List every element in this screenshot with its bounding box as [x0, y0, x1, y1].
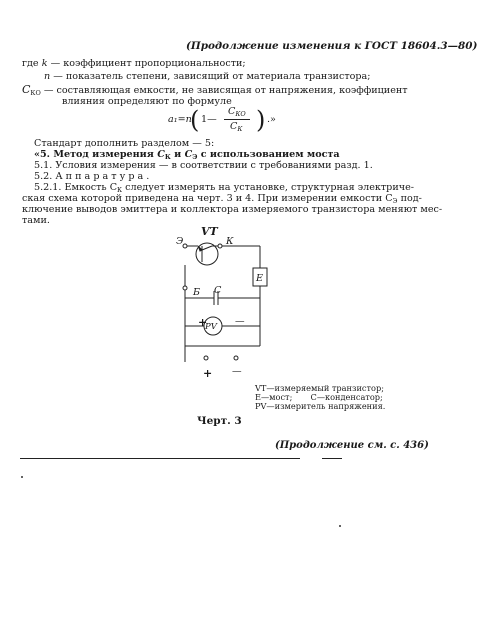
symbol-cko-sub: КО: [30, 89, 41, 97]
std-supplement-line: Стандарт дополнить разделом — 5:: [34, 138, 215, 149]
collector-terminal: [218, 244, 222, 248]
section-5-heading: «5. Метод измерения $C_К$ и $C_Э$ с использованием моста: [34, 149, 340, 161]
legend-line-1: VT—измеряемый транзистор;: [255, 383, 384, 393]
meter-label: PV: [205, 322, 217, 332]
capacitor-label: C: [214, 285, 222, 296]
formula-one-minus: 1—: [201, 114, 217, 125]
figure-caption: Черт. 3: [197, 415, 242, 427]
page-header: (Продолжение изменения к ГОСТ 18604.3—80): [186, 40, 477, 52]
definition-cko-continued: влияния определяют по формуле: [62, 96, 232, 107]
bottom-terminal-plus: [204, 356, 208, 360]
symbol-k: k: [41, 58, 48, 69]
formula-fraction-bar: [224, 119, 250, 120]
formula-denominator: $C_К$: [230, 121, 243, 133]
where-word: где: [22, 58, 39, 69]
collector-label: К: [226, 236, 234, 247]
bottom-plus-label: +: [203, 367, 213, 380]
formula-lhs: a₁=n: [168, 114, 192, 125]
paragraph-5-2-1-line1: 5.2.1. Емкость $C_К$ следует измерять на установке, структурная электриче-: [34, 182, 414, 194]
meter-minus: —: [235, 316, 245, 327]
formula-right-paren: ): [256, 106, 266, 134]
transistor-label: VT: [201, 225, 218, 238]
emitter-label: Э: [176, 236, 184, 247]
definition-k: [22, 58, 246, 69]
legend-line-2: E—мост; C—конденсатор;: [255, 392, 383, 402]
transistor-collector-line: [202, 246, 212, 250]
definition-k-text: — коэффициент пропорциональности;: [50, 58, 246, 69]
paragraph-5-2: 5.2. А п п а р а т у р а .: [34, 171, 150, 182]
paragraph-5-2-1-line3: ключение выводов эмиттера и коллектора измеряемого транзистора меняют мес-: [22, 204, 443, 215]
definition-n-text: — показатель степени, зависящий от материала транзистора;: [53, 71, 371, 82]
definition-n: [44, 71, 371, 82]
paragraph-5-1: 5.1. Условия измерения — в соответствии с требованиями разд. 1.: [34, 160, 373, 171]
base-terminal: [183, 286, 187, 290]
bottom-minus-label: —: [232, 366, 242, 377]
scan-speck: [21, 476, 23, 478]
scan-speck: [339, 525, 341, 527]
formula-tail: .»: [267, 114, 276, 125]
symbol-c: C: [22, 83, 31, 96]
formula-numerator: $C_{КО}$: [228, 106, 246, 118]
formula: [168, 104, 288, 136]
meter-plus: +: [198, 316, 208, 329]
base-label: Б: [193, 287, 201, 298]
bottom-terminal-minus: [234, 356, 238, 360]
paragraph-5-2-1-line4: тами.: [22, 215, 50, 226]
symbol-n: n: [44, 71, 51, 82]
formula-left-paren: (: [190, 106, 200, 134]
definition-cko-text: — составляющая емкости, не зависящая от напряжения, коэффициент: [43, 85, 408, 96]
legend-line-3: PV—измеритель напряжения.: [255, 401, 386, 411]
paragraph-5-2-1-line2: ская схема которой приведена на черт. 3 и 4. При измерении емкости $C_Э$ под-: [22, 193, 422, 205]
emitter-terminal: [183, 244, 187, 248]
bridge-label: E: [256, 273, 264, 284]
bottom-rule: [20, 458, 300, 459]
continuation-note: (Продолжение см. с. 436): [275, 440, 429, 451]
bottom-rule-dash: [322, 458, 342, 459]
